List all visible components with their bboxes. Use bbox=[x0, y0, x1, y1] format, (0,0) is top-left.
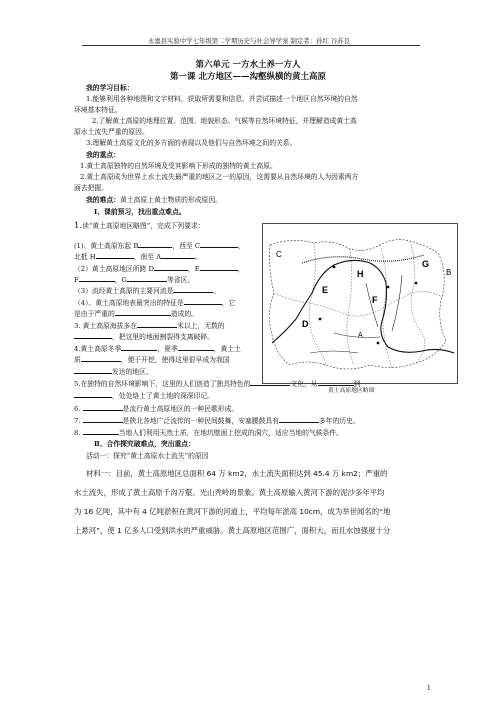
q4-text: ，便于开挖，使得这里很早成为我国 bbox=[120, 356, 230, 364]
blank-cause[interactable] bbox=[115, 308, 171, 316]
page-number: 1 bbox=[427, 685, 431, 692]
q1-text: (1)、黄土高原东起 B bbox=[74, 242, 139, 250]
map-label-g: G bbox=[422, 259, 430, 269]
q1-text: ，西至 C bbox=[172, 242, 201, 250]
blank-winter[interactable] bbox=[121, 343, 157, 351]
blank-years[interactable] bbox=[279, 415, 319, 423]
q4-text: 4.黄土高原冬季 bbox=[74, 345, 122, 353]
q4-line-1 bbox=[74, 343, 241, 354]
q1-text: ，它 bbox=[221, 299, 236, 307]
q1-text: ， bbox=[237, 265, 245, 273]
q8-text: 当地人们利用天然土质，在地坑壁面上挖成的洞穴，适应当地的气候条件。 bbox=[118, 429, 343, 437]
city-dot bbox=[377, 342, 380, 345]
map-caption: 黄土高原地区略图 bbox=[328, 388, 375, 394]
q5-text: 5.在独特的自然环境影响下，这里的人们创造了独具特色的 bbox=[74, 380, 251, 388]
q6-line bbox=[74, 403, 238, 414]
blank-feature[interactable] bbox=[184, 297, 222, 305]
q4-line-3 bbox=[74, 366, 153, 377]
goal-line: 原水土流失严重的原因。 bbox=[74, 128, 149, 136]
map-label-c: C bbox=[276, 250, 282, 259]
q1-line-7 bbox=[74, 308, 198, 319]
q1-text: 。 bbox=[195, 253, 202, 261]
q1-text: （4）、黄土高原地表最突出的特征是 bbox=[74, 299, 184, 307]
map-label-h: H bbox=[357, 269, 364, 279]
q1-line-1 bbox=[74, 240, 245, 251]
q5-line-1 bbox=[74, 378, 360, 389]
q1-line-4 bbox=[74, 274, 194, 285]
q1-text: 北抵 H bbox=[74, 253, 96, 261]
q1-text: ，G bbox=[114, 276, 127, 284]
q8-line bbox=[74, 427, 343, 438]
q7-text: 多年的历史。 bbox=[318, 417, 360, 425]
material-line: 上悬河”，使 1 亿多人口受到洪水的严重威胁。黄土高原地区范围广，面积大，而且水蚀强度十分 bbox=[74, 526, 391, 535]
key-line: 2.黄土高原成为世界上水土流失最严重的地区之一的原因，这需要从自然环境的人为因素两方 bbox=[80, 173, 359, 181]
blank-h[interactable] bbox=[96, 251, 134, 259]
q1-text: ，南至 A bbox=[133, 253, 162, 261]
q1-line-6 bbox=[74, 297, 235, 308]
blank-g[interactable] bbox=[127, 274, 167, 282]
unit-title: 第六单元 一方水土养一方人 bbox=[195, 60, 301, 70]
page-header: 永嘉县实验中学七年级第二学期历史与社会导学案 制定者：孙红 谷苏良 bbox=[147, 37, 351, 45]
city-dot bbox=[415, 282, 418, 285]
blank-culture[interactable] bbox=[250, 378, 290, 386]
q1-line-3 bbox=[74, 263, 244, 274]
q1-text: ，E bbox=[187, 265, 200, 273]
q5-text: 文化，从 bbox=[290, 380, 318, 388]
goal-line: 环境基本特征。 bbox=[74, 106, 122, 114]
city-dot bbox=[333, 266, 336, 269]
q1-line-2 bbox=[74, 251, 202, 262]
blank-b[interactable] bbox=[138, 240, 172, 248]
q4-line-2 bbox=[74, 354, 230, 365]
blank-folk-song[interactable] bbox=[83, 403, 123, 411]
q3-text: ，把这里的地面割裂得支离破碎。 bbox=[112, 333, 214, 341]
q3-line-2 bbox=[74, 331, 214, 342]
q4-text: ，夏季 bbox=[157, 345, 178, 353]
material-line: 材料一：目前，黄土高原地区总面积 64 万 km2，水土流失面积达到 45.4 万 km2；严重的 bbox=[86, 469, 388, 478]
q1-text: （2）黄土高原地区所跨 D bbox=[74, 265, 154, 273]
q8-number: 8. bbox=[74, 429, 83, 437]
q1-text: 。 bbox=[213, 287, 221, 295]
header-rule bbox=[82, 45, 420, 46]
map-frame bbox=[263, 224, 458, 384]
q1-text: 造成的。 bbox=[170, 310, 198, 318]
q3-text: 米以上，无数的 bbox=[177, 322, 225, 330]
loess-plateau-map bbox=[262, 223, 458, 398]
difficulty-line bbox=[86, 196, 222, 205]
blank-f[interactable] bbox=[79, 274, 115, 282]
key-heading: 我的重点： bbox=[86, 151, 120, 159]
blank-d[interactable] bbox=[154, 263, 188, 271]
key-line: 面去把握。 bbox=[74, 184, 108, 192]
difficulty-text: 黄土高原上黄土物质的形成原因。 bbox=[119, 196, 222, 204]
q4-text: ，黄土土 bbox=[213, 345, 241, 353]
q1-intro-text: 读“黄土高原地区略图”，完成下列要求： bbox=[82, 222, 205, 230]
blank-cave-dwelling[interactable] bbox=[83, 427, 119, 435]
q4-text: 质 bbox=[74, 356, 81, 364]
q1-text: （3）流经黄土高原的主要河流是 bbox=[74, 287, 174, 295]
blank-c[interactable] bbox=[200, 240, 238, 248]
material-line: 为 16 亿吨，其中有 4 亿吨淤积在黄河下游的河道上，平均每年淤高 10cm，成为举世闻名的“地 bbox=[74, 507, 391, 516]
map-label-d: D bbox=[302, 319, 309, 329]
q5-text: ，处处烙上了黄土地的深深印记。 bbox=[112, 392, 214, 400]
q1-text: 等省区。 bbox=[166, 276, 195, 284]
q5-line-2 bbox=[74, 390, 214, 401]
q5-text: 到 bbox=[353, 380, 361, 388]
goal-line: 2.了解黄土高原的地理位置、范围、地貌形态、气候等自然环境特征，并理解造成黄土高 bbox=[92, 117, 357, 125]
q1-text: ， bbox=[238, 242, 245, 250]
blank-to[interactable] bbox=[74, 390, 112, 398]
blank-summer[interactable] bbox=[178, 343, 214, 351]
blank-agriculture[interactable] bbox=[74, 366, 112, 374]
q1-number: 1. bbox=[74, 221, 83, 231]
map-label-a: A bbox=[358, 332, 363, 339]
q4-text: 发达的地区。 bbox=[112, 368, 153, 376]
blank-drum-dance[interactable] bbox=[83, 415, 123, 423]
city-dot bbox=[319, 318, 322, 321]
q3-text: 3. 黄土高原海拔多在 bbox=[74, 322, 138, 330]
difficulty-heading: 我的难点： bbox=[86, 196, 120, 204]
city-dot bbox=[387, 286, 390, 289]
blank-soil[interactable] bbox=[81, 354, 121, 362]
q6-text: 是流行黄土高原地区的一种民歌形成。 bbox=[122, 405, 239, 413]
q3-line-1 bbox=[74, 320, 225, 331]
section-1-heading: Ⅰ、课前预习，找出重点难点。 bbox=[94, 208, 186, 216]
q7-line bbox=[74, 415, 360, 426]
q7-text: 是陕北各地广泛流传的一种民间鼓舞，安塞腰鼓具有 bbox=[122, 417, 279, 425]
lesson-title: 第一课 北方地区——沟壑纵横的黄土高原 bbox=[170, 72, 326, 82]
map-label-f: F bbox=[372, 295, 378, 305]
map-label-e: E bbox=[322, 285, 329, 295]
q1-intro bbox=[74, 222, 205, 231]
goals-heading: 我的学习目标： bbox=[86, 84, 134, 92]
key-line: 1.黄土高原独特的自然环境及受其影响下形成的独特的黄土高原。 bbox=[80, 162, 277, 170]
blank-gullies[interactable] bbox=[74, 331, 112, 339]
blank-a[interactable] bbox=[161, 251, 195, 259]
blank-from[interactable] bbox=[318, 378, 354, 386]
activity-one: 活动一：探究“黄土高原水土流失”的原因 bbox=[86, 452, 209, 460]
section-2-heading: Ⅱ、合作探究破难点，突出重点： bbox=[94, 440, 195, 448]
map-label-b: B bbox=[446, 268, 452, 277]
q1-text: 是由于严重的 bbox=[74, 310, 115, 318]
q1-line-5 bbox=[74, 285, 220, 296]
q7-number: 7. bbox=[74, 417, 83, 425]
q6-number: 6. bbox=[74, 405, 83, 413]
q1-text: F bbox=[74, 276, 79, 284]
material-line: 水土流失，形成了黄土高原千沟万壑、光山秃岭的景象。黄土高原输入黄河下游的泥沙多年平均 bbox=[74, 488, 385, 497]
blank-altitude[interactable] bbox=[137, 320, 177, 328]
goal-line: 3.理解黄土高原文化的多方面的表现以及他们与自然环境之间的关系。 bbox=[86, 139, 297, 147]
goal-line: 1.能够利用各种地图和文字材料，获取所需要和信息，并尝试描述一个地区自然环境的自然 bbox=[86, 95, 358, 103]
blank-river[interactable] bbox=[173, 285, 213, 293]
blank-e[interactable] bbox=[200, 263, 238, 271]
